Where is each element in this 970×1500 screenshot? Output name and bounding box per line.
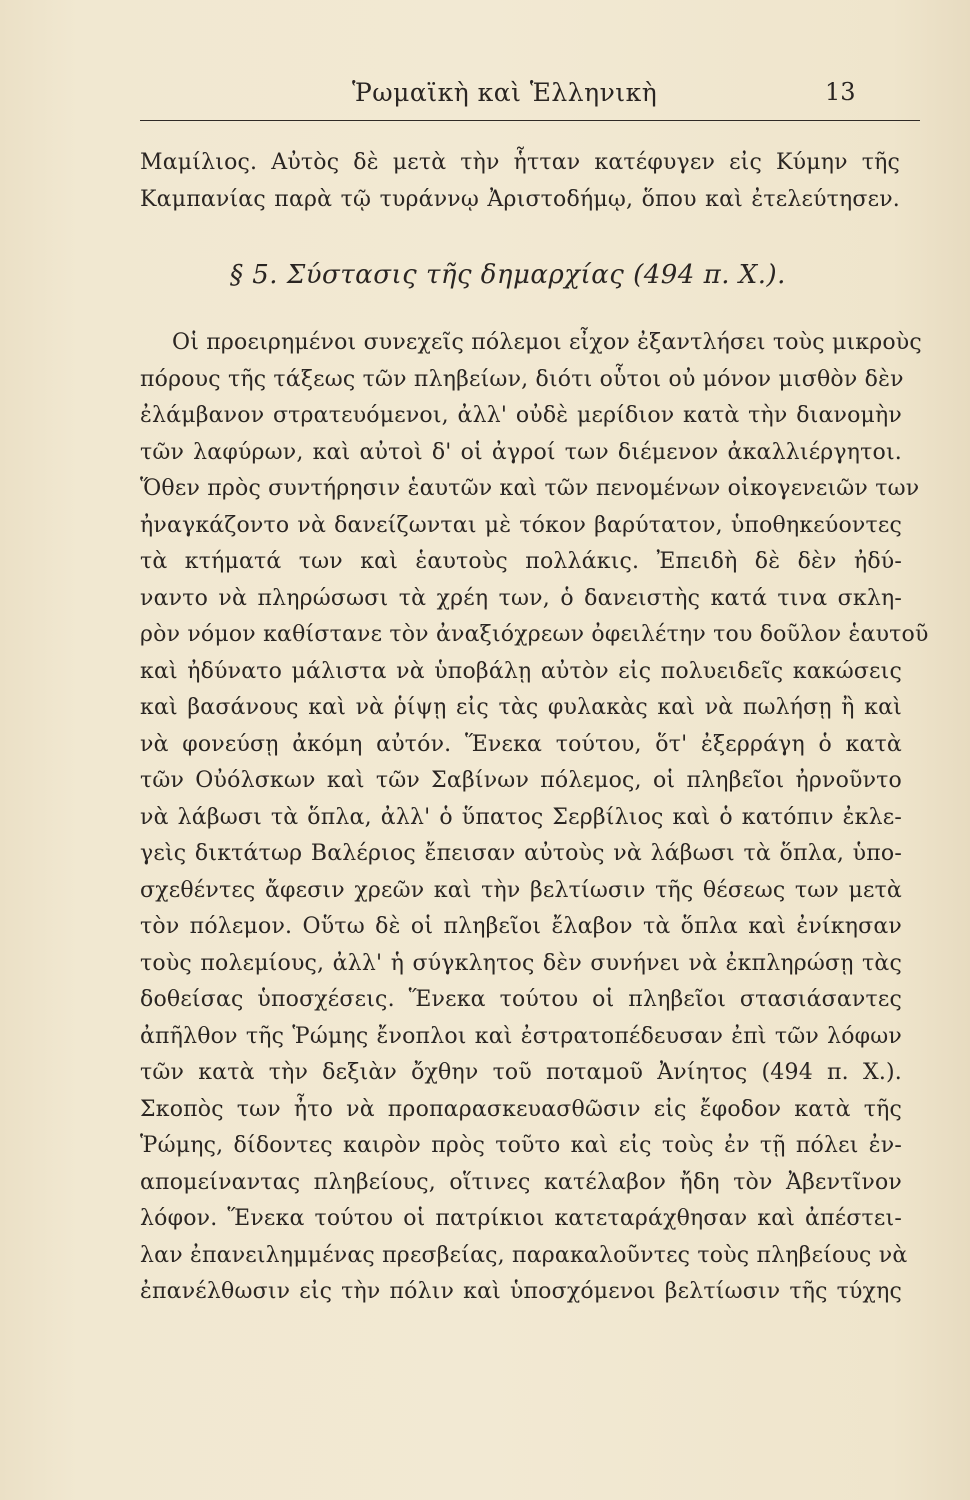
text-line: ἐπανέλθωσιν εἰς τὴν πόλιν καὶ ὑποσχόμενοι βελτίωσιν τῆς τύχης: [140, 1279, 902, 1304]
text-line: νὰ λάβωσι τὰ ὅπλα, ἀλλ' ὁ ὕπατος Σερβίλιος καὶ ὁ κατόπιν ἐκλε-: [140, 804, 902, 830]
text-line: τῶν κατὰ τὴν δεξιὰν ὄχθην τοῦ ποταμοῦ Ἀνίητος (494 π. Χ.).: [140, 1060, 902, 1085]
running-title: Ῥωμαϊκὴ καὶ Ἑλληνικὴ: [352, 78, 658, 107]
text-line: Σκοπὸς των ἦτο νὰ προπαρασκευασθῶσιν εἰς ἔφοδον κατὰ τῆς: [140, 1096, 902, 1122]
text-line: Ὅθεν πρὸς συντήρησιν ἑαυτῶν καὶ τῶν πενομένων οἰκογενειῶν των: [140, 476, 920, 501]
paragraph: [140, 325, 929, 1311]
text-line: Μαμίλιος. Αὐτὸς δὲ μετὰ τὴν ἧτταν κατέφυγεν εἰς Κύμην τῆς: [140, 150, 900, 175]
running-header: [140, 78, 920, 118]
text-line: γεὶς δικτάτωρ Βαλέριος ἔπεισαν αὐτοὺς νὰ λάβωσι τὰ ὅπλα, ὑπο-: [140, 841, 902, 866]
text-line: τὸν πόλεμον. Οὕτω δὲ οἱ πληβεῖοι ἔλαβον τὰ ὅπλα καὶ ἐνίκησαν: [140, 914, 902, 939]
text-line: δοθείσας ὑποσχέσεις. Ἕνεκα τούτου οἱ πληβεῖοι στασιάσαντες: [140, 987, 902, 1012]
text-line: Καμπανίας παρὰ τῷ τυράννῳ Ἀριστοδήμῳ, ὅπου καὶ ἐτελεύτησεν.: [140, 186, 900, 212]
text-line: ἠναγκάζοντο νὰ δανείζωνται μὲ τόκον βαρύτατον, ὑποθηκεύοντες: [140, 512, 902, 538]
text-line: καὶ ἠδύνατο μάλιστα νὰ ὑποβάλῃ αὐτὸν εἰς πολυειδεῖς κακώσεις: [140, 658, 902, 684]
text-line: νὰ φονεύσῃ ἀκόμη αὐτόν. Ἕνεκα τούτου, ὅτ' ἐξερράγη ὁ κατὰ: [140, 731, 902, 757]
text-line: Ῥώμης, δίδοντες καιρὸν πρὸς τοῦτο καὶ εἰς τοὺς ἐν τῇ πόλει ἐν-: [140, 1133, 902, 1158]
text-line: ἐλάμβανον στρατευόμενοι, ἀλλ' οὐδὲ μερίδιον κατὰ τὴν διανομὴν: [140, 403, 902, 428]
text-line: ναντο νὰ πληρώσωσι τὰ χρέη των, ὁ δανειστὴς κατά τινα σκλη-: [140, 585, 902, 611]
text-line: ἀπῆλθον τῆς Ῥώμης ἔνοπλοι καὶ ἐστρατοπέδευσαν ἐπὶ τῶν λόφων: [140, 1023, 902, 1049]
text-line: λόφον. Ἕνεκα τούτου οἱ πατρίκιοι κατεταράχθησαν καὶ ἀπέστει-: [140, 1206, 902, 1231]
text-line: πόρους τῆς τάξεως τῶν πληβείων, διότι οὗτοι οὐ μόνον μισθὸν δὲν: [140, 366, 904, 392]
text-line: τὰ κτήματά των καὶ ἑαυτοὺς πολλάκις. Ἐπειδὴ δὲ δὲν ἠδύ-: [140, 549, 902, 574]
text-line: καὶ βασάνους καὶ νὰ ῥίψῃ εἰς τὰς φυλακὰς καὶ νὰ πωλήσῃ ἢ καὶ: [140, 695, 902, 720]
page-number: 13: [825, 78, 856, 106]
text-line: Οἱ προειρημένοι συνεχεῖς πόλεμοι εἶχον ἐξαντλήσει τοὺς μικροὺς: [172, 330, 922, 355]
text-line: σχεθέντες ἄφεσιν χρεῶν καὶ τὴν βελτίωσιν τῆς θέσεως των μετὰ: [140, 877, 902, 903]
section-heading: § 5. Σύστασις τῆς δημαρχίας (494 π. Χ.).: [230, 260, 786, 290]
text-line: τῶν Οὐόλσκων καὶ τῶν Σαβίνων πόλεμος, οἱ πληβεῖοι ἠρνοῦντο: [140, 768, 902, 793]
carryover-text: [140, 145, 900, 218]
text-line: τοὺς πολεμίους, ἀλλ' ἡ σύγκλητος δὲν συνήνει νὰ ἐκπληρώσῃ τὰς: [140, 950, 902, 976]
text-line: ρὸν νόμον καθίστανε τὸν ἀναξιόχρεων ὀφειλέτην του δοῦλον ἑαυτοῦ: [140, 622, 929, 647]
header-rule: [140, 120, 920, 121]
text-line: τῶν λαφύρων, καὶ αὐτοὶ δ' οἱ ἀγροί των διέμενον ἀκαλλιέργητοι.: [140, 439, 902, 465]
text-line: λαν ἐπανειλημμένας πρεσβείας, παρακαλοῦντες τοὺς πληβείους νὰ: [140, 1242, 908, 1268]
text-line: απομείναντας πληβείους, οἵτινες κατέλαβον ἤδη τὸν Ἀβεντῖνον: [140, 1169, 902, 1195]
